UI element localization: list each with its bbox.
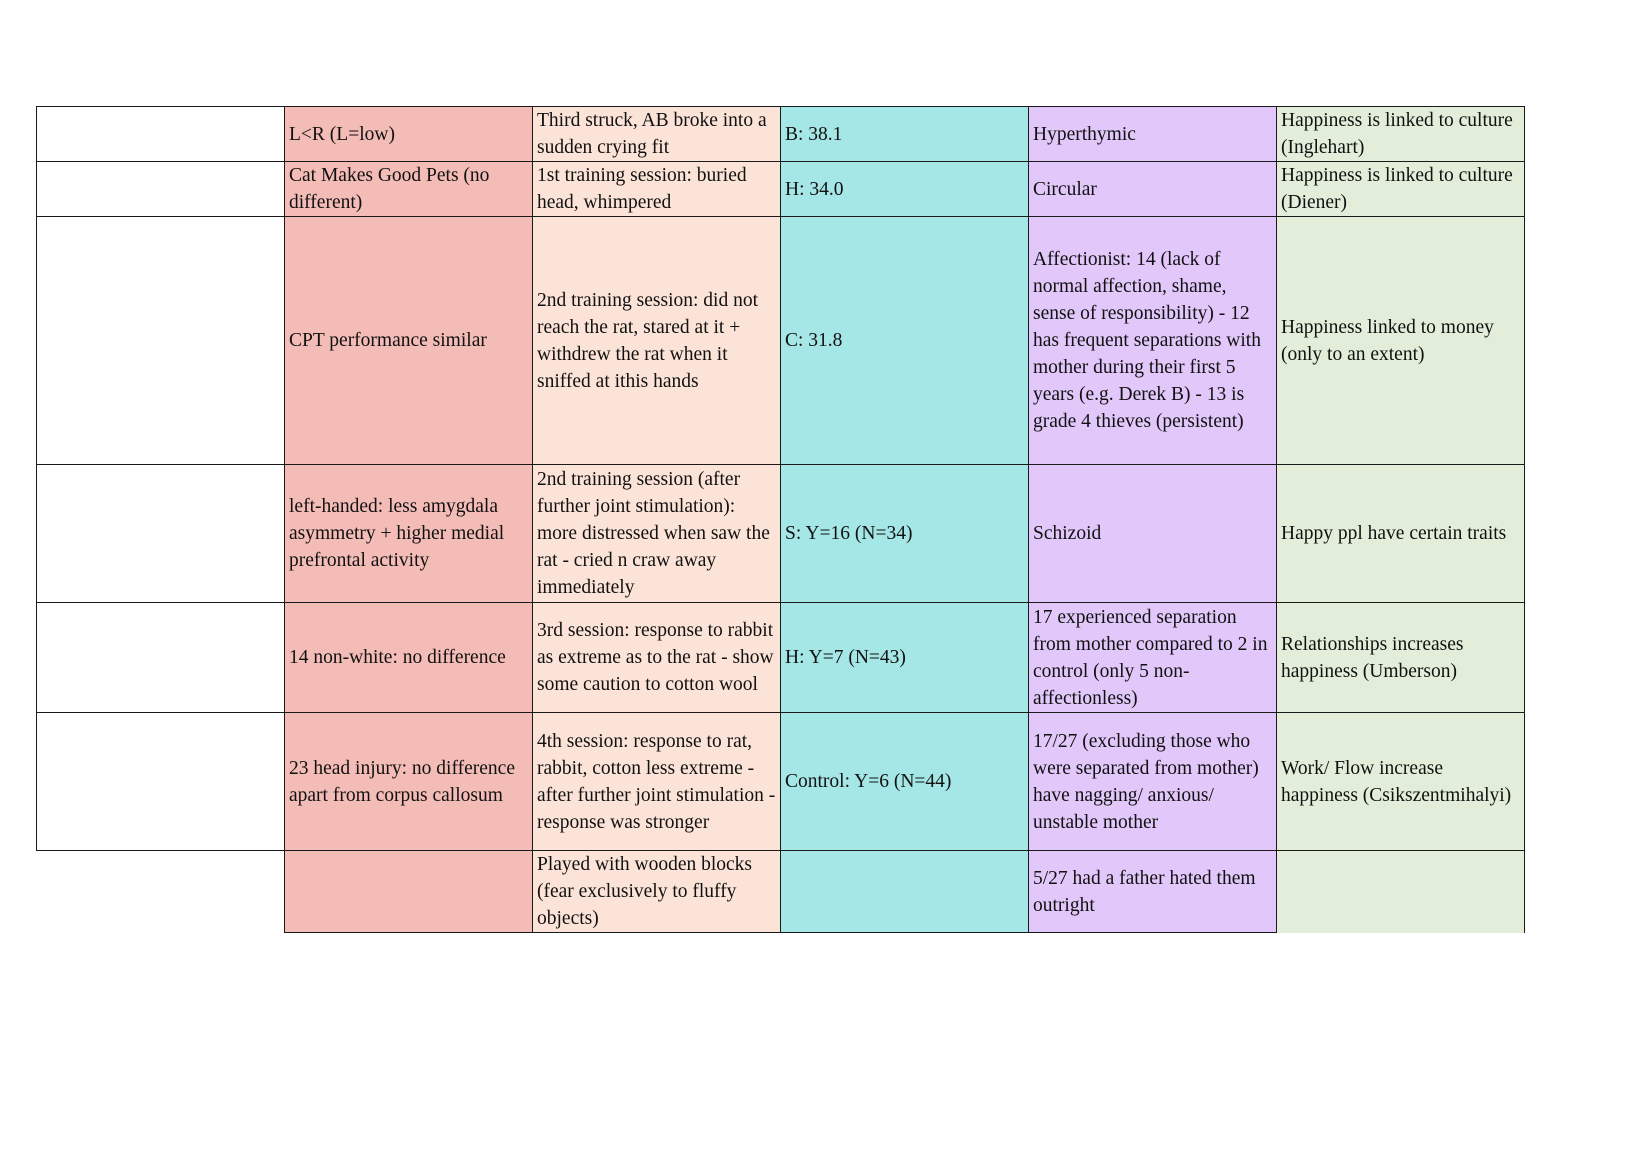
table-row	[37, 162, 1525, 217]
table-cell[interactable]: Schizoid	[1029, 465, 1277, 603]
table-cell[interactable]	[37, 851, 285, 933]
table-cell[interactable]: Work/ Flow increase happiness (Csikszentmihalyi)	[1277, 713, 1525, 851]
table-cell[interactable]: Circular	[1029, 162, 1277, 217]
table-cell[interactable]: Played with wooden blocks (fear exclusively to fluffy objects)	[533, 851, 781, 933]
table-cell[interactable]: Happiness is linked to culture (Inglehart)	[1277, 107, 1525, 162]
table-cell[interactable]	[37, 107, 285, 162]
table-row	[37, 851, 1525, 933]
table-cell[interactable]: 2nd training session: did not reach the rat, stared at it + withdrew the rat when it sniffed at ithis hands	[533, 217, 781, 465]
table-cell[interactable]: H: Y=7 (N=43)	[781, 603, 1029, 713]
table-cell[interactable]: Control: Y=6 (N=44)	[781, 713, 1029, 851]
table-cell[interactable]: Happiness is linked to culture (Diener)	[1277, 162, 1525, 217]
table-cell[interactable]: S: Y=16 (N=34)	[781, 465, 1029, 603]
table-cell[interactable]: Hyperthymic	[1029, 107, 1277, 162]
table-cell[interactable]	[1277, 851, 1525, 933]
table-cell[interactable]	[37, 603, 285, 713]
table-cell[interactable]: C: 31.8	[781, 217, 1029, 465]
table-cell[interactable]: 14 non-white: no difference	[285, 603, 533, 713]
table-cell[interactable]: Affectionist: 14 (lack of normal affection, shame, sense of responsibility) - 12 has frequent separations with mother during their first 5 years (e.g. Derek B) - 13 is grade 4 thieves (persistent)	[1029, 217, 1277, 465]
table-row	[37, 107, 1525, 162]
table-cell[interactable]: Happy ppl have certain traits	[1277, 465, 1525, 603]
table-cell[interactable]	[37, 162, 285, 217]
table-cell[interactable]	[37, 217, 285, 465]
table-cell[interactable]: 4th session: response to rat, rabbit, cotton less extreme - after further joint stimulation - response was stronger	[533, 713, 781, 851]
table-row	[37, 603, 1525, 713]
table-cell[interactable]: 23 head injury: no difference apart from corpus callosum	[285, 713, 533, 851]
table-cell[interactable]	[37, 465, 285, 603]
table-cell[interactable]: CPT performance similar	[285, 217, 533, 465]
table-cell[interactable]: H: 34.0	[781, 162, 1029, 217]
table-cell[interactable]	[285, 851, 533, 933]
table-row	[37, 217, 1525, 465]
table-cell[interactable]	[37, 713, 285, 851]
table-cell[interactable]: Relationships increases happiness (Umberson)	[1277, 603, 1525, 713]
table-cell[interactable]: B: 38.1	[781, 107, 1029, 162]
table-cell[interactable]	[781, 851, 1029, 933]
spreadsheet-table	[36, 106, 1525, 933]
table-cell[interactable]: Cat Makes Good Pets (no different)	[285, 162, 533, 217]
table-cell[interactable]: 1st training session: buried head, whimpered	[533, 162, 781, 217]
table-cell[interactable]: 17/27 (excluding those who were separated from mother) have nagging/ anxious/ unstable mother	[1029, 713, 1277, 851]
table-row	[37, 465, 1525, 603]
table-row	[37, 713, 1525, 851]
table-cell[interactable]: L<R (L=low)	[285, 107, 533, 162]
table-cell[interactable]: Happiness linked to money (only to an extent)	[1277, 217, 1525, 465]
table-cell[interactable]: 5/27 had a father hated them outright	[1029, 851, 1277, 933]
table-cell[interactable]: 3rd session: response to rabbit as extreme as to the rat - show some caution to cotton wool	[533, 603, 781, 713]
table-cell[interactable]: left-handed: less amygdala asymmetry + higher medial prefrontal activity	[285, 465, 533, 603]
table-cell[interactable]: 2nd training session (after further joint stimulation): more distressed when saw the rat - cried n craw away immediately	[533, 465, 781, 603]
table-cell[interactable]: Third struck, AB broke into a sudden crying fit	[533, 107, 781, 162]
table-cell[interactable]: 17 experienced separation from mother compared to 2 in control (only 5 non-affectionless)	[1029, 603, 1277, 713]
